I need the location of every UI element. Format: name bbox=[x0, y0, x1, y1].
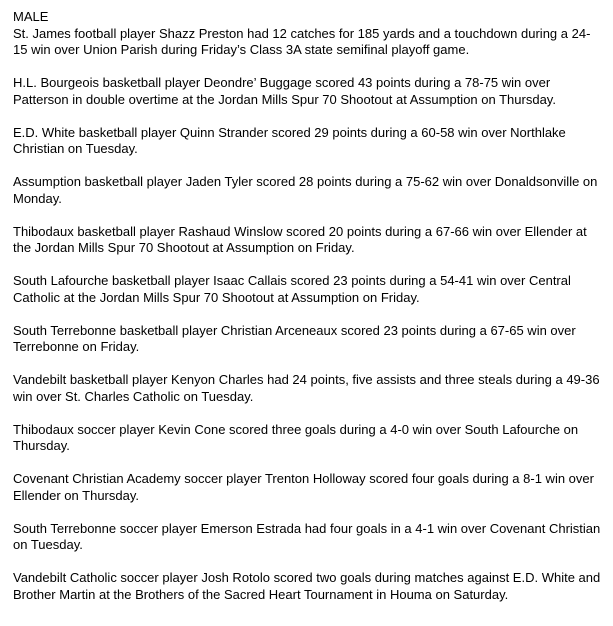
athlete-entry: Covenant Christian Academy soccer player Trenton Holloway scored four goals during a 8-1 win over Ellender on Thursday. bbox=[13, 471, 594, 503]
athlete-entry: South Terrebonne basketball player Christian Arceneaux scored 23 points during a 67-65 win over Terrebonne on Friday. bbox=[13, 322, 576, 354]
athlete-entry: H.L. Bourgeois basketball player Deondre’ Buggage scored 43 points during a 78-75 win over Patterson in double overtime at the Jordan Mills Spur 70 Shootout at Assumption on Thursday. bbox=[13, 75, 556, 107]
athlete-entry: Vandebilt Catholic soccer player Josh Rotolo scored two goals during matches against E.D. White and Brother Martin at the Brothers of the Sacred Heart Tournament in Houma on Saturday. bbox=[13, 570, 601, 602]
athlete-entries-list bbox=[13, 26, 603, 604]
athlete-entry: South Lafourche basketball player Isaac Callais scored 23 points during a 54-41 win over Central Catholic at the Jordan Mills Spur 70 Shootout at Assumption on Friday. bbox=[13, 273, 571, 305]
athlete-entry: Vandebilt basketball player Kenyon Charles had 24 points, five assists and three steals during a 49-36 win over St. Charles Catholic on Tuesday. bbox=[13, 372, 600, 404]
athlete-entry: Thibodaux basketball player Rashaud Winslow scored 20 points during a 67-66 win over Ellender at the Jordan Mills Spur 70 Shootout at Assumption on Friday. bbox=[13, 223, 587, 255]
athlete-entry: South Terrebonne soccer player Emerson Estrada had four goals in a 4-1 win over Covenant Christian on Tuesday. bbox=[13, 520, 601, 552]
section-heading: MALE bbox=[13, 9, 49, 24]
athlete-entry: Thibodaux soccer player Kevin Cone scored three goals during a 4-0 win over South Lafourche on Thursday. bbox=[13, 421, 579, 453]
athlete-entry: St. James football player Shazz Preston had 12 catches for 185 yards and a touchdown during a 24-15 win over Union Parish during Friday’s Class 3A state semifinal playoff game. bbox=[13, 25, 591, 57]
athlete-entry: E.D. White basketball player Quinn Strander scored 29 points during a 60-58 win over Northlake Christian on Tuesday. bbox=[13, 124, 566, 156]
athlete-entry: Assumption basketball player Jaden Tyler scored 28 points during a 75-62 win over Donaldsonville on Monday. bbox=[13, 174, 598, 206]
